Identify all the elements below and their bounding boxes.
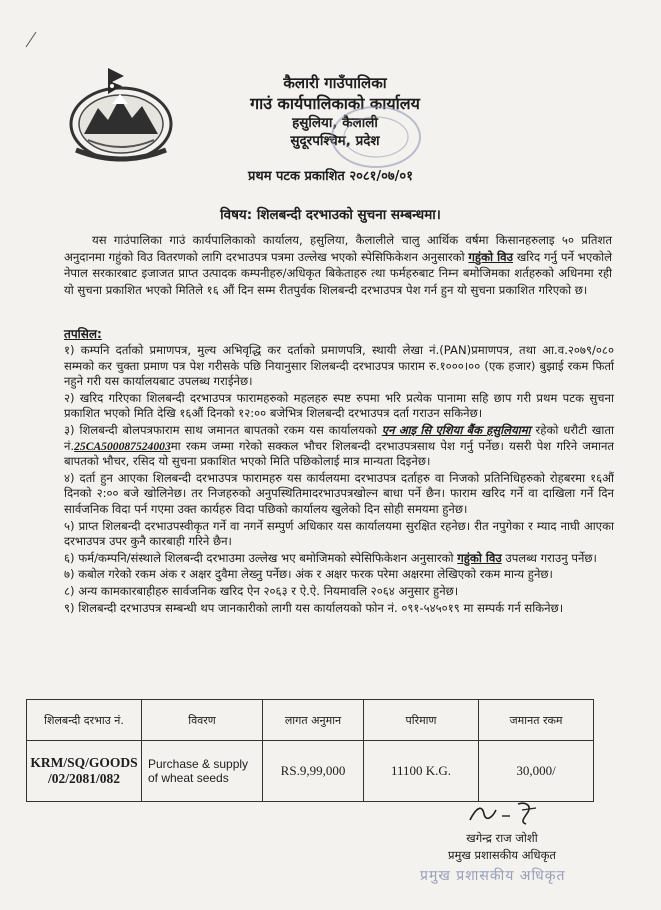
condition-4: ४) दर्ता हुन आएका शिलबन्दी दरभाउपत्र फारामहरु यस कार्यलयमा दरभाउपत्र दर्ताहरु वा निजको प्रतिनिधिहरुको रोहबरमा १६औं दिनको २:०० बजे खोलिनेछ। तर निजहरुको अनुपस्थितिमादरभाउपत्रखोल्न बाधा पर्ने छैन। फाराम खरिद गर्ने वा दाखिला गर्ने दिन सार्वजनिक विदा पर्न गएमा उक्त कार्यहरु विदा पछिको कार्यालय खुलेको दिन सोही समयमा हुनेछ। [64, 470, 614, 516]
province-name: सुदूरपश्चिम, प्रदेश [290, 133, 380, 149]
signatory-title: प्रमुख प्रशासकीय अधिकृत [448, 848, 556, 862]
condition-3-text-a: ३) शिलबन्दी बोलपत्रफाराम साथ जमानत बापतको रकम यस कार्यालयको [64, 422, 382, 437]
designation-stamp: प्रमुख प्रशासकीय अधिकृत [420, 868, 566, 884]
table-row [27, 741, 594, 802]
bank-name: एन आइ सि एशिया बैंक हसुलियामा [381, 423, 531, 437]
office-seal-stamp [326, 102, 426, 172]
municipality-name: कैलारी गाउँपालिका [283, 74, 387, 92]
tender-number-line1: KRM/SQ/GOODS [30, 755, 138, 770]
signatory-name: खगेन्द्र राज जोशी [466, 831, 538, 845]
condition-1: १) कम्पनि दर्ताको प्रमाणपत्र, मुल्य अभिवृद्धि कर दर्ताको प्रमाणपत्रि, स्थायी लेखा नं.(PAN)प्रमाणपत्र, तथा आ.व.२०७९/०८० सम्मको कर चुक्ता प्रमाण पत्र पेश गरीसके पछि नियानुसार शिलबन्दी दरभाउपत्र फाराम रु.१०००।०० (एक हजार) बुझाई रकम फिर्ता नहुने गरी यस कार्यालयबाट उपलब्ध गराईनेछ। [64, 343, 614, 389]
publication-date: प्रथम पटक प्रकाशित २०८१/०७/०१ [248, 169, 413, 184]
deposit-account-number: 25CA500087524003 [74, 439, 171, 453]
condition-6-text-a: ६) फर्म/कम्पनि/संस्थाले शिलबन्दी दरभाउमा उल्लेख भए बमोजिमको स्पेसिफिकेशन अनुसारको [64, 550, 458, 565]
margin-mark [24, 30, 38, 48]
condition-8: ८) अन्य कामकारबाहीहरु सार्वजनिक खरिद ऐन २०६३ र ऐ.ऐ. नियमावलि २०६४ अनुसार हुनेछ। [64, 583, 459, 598]
tender-table [26, 699, 594, 802]
signatory-block [432, 830, 572, 864]
condition-6-text-b: उपलब्ध गराउनु पर्नेछ। [501, 550, 597, 565]
column-header-description: विवरण [142, 700, 263, 741]
tender-number-line2: /02/2081/082 [47, 771, 120, 786]
tender-number-cell [27, 741, 142, 802]
nepal-emblem-icon [62, 64, 180, 170]
table-header-row [27, 700, 594, 741]
condition-6 [64, 551, 614, 567]
office-name: गाउं कार्यपालिकाको कार्यालय [250, 94, 420, 113]
deposit-cell: 30,000/ [479, 741, 594, 802]
column-header-deposit: जमानत रकम [479, 700, 594, 741]
intro-text-1: यस गाउंपालिका गाउं कार्यपालिकाको कार्यालय, हसुलिया, कैलालीले चालु आर्थिक वर्षमा किसानहरुलाइ ५० प्रतिशत अनुदानमा गहुंको विउ वितरणको लागि दरभाउपत्र पत्रमा उल्लेख भएको स्पेसिफिकेशन अनुसारको [64, 233, 612, 264]
description-cell: Purchase & supply of wheat seeds [142, 741, 263, 802]
column-header-quantity: परिमाण [364, 700, 479, 741]
quantity-cell: 11100 K.G. [364, 741, 479, 802]
condition-7: ७) कबोल गरेको रकम अंक र अक्षर दुवैमा लेख्नु पर्नेछ। अंक र अक्षर फरक परेमा अक्षरमा लेखिएको रकम मान्य हुनेछ। [64, 567, 553, 582]
handwritten-signature [462, 796, 552, 830]
condition-5: ५) प्राप्त शिलबन्दी दरभाउपस्वीकृत गर्ने वा नगर्ने सम्पुर्ण अधिकार यस कार्यालयमा सुरक्षित रहनेछ। रीत नपुगेका र म्याद नाघी आएका दरभाउपत्र उपर कुनै कारबाही गरिने छैन। [64, 518, 614, 549]
intro-text-2: खरिद गर्नु पर्ने भएकोले नेपाल सरकारबाट इजाजत प्राप्त उत्पादक कम्पनीहरु/अधिकृत बिकेताहरु त्था फर्महरुबाट निम्न बमोजिमका शर्तहरुको अधिनमा रही यो सुचना प्रकाशित भएको मितिले १६ औं दिन सम्म रीतपुर्वक शिलबन्दी दरभाउपत्र पेश गर्न हुन यो सुचना प्रकाशित गरिएको छ। [64, 249, 612, 297]
conditions-list [64, 343, 614, 617]
intro-item-highlight: गहुंको विउ [468, 249, 513, 264]
office-address: हसुलिया, कैलाली [292, 115, 378, 131]
column-header-cost-estimate: लागत अनुमान [263, 700, 364, 741]
notice-subject: विषय: शिलबन्दी दरभाउको सुचना सम्बन्धमा। [220, 207, 441, 223]
cost-estimate-cell: RS.9,99,000 [263, 741, 364, 802]
condition-2: २) खरिद गरिएका शिलबन्दी दरभाउपत्र फारामहरुको महलहरु स्पष्ट रुपमा भरि प्रत्येक पानामा सहि छाप गरी प्रथम पटक सुचना प्रकाशित भएको मिति देखि १६औं दिनको १२:०० बजेभित्र शिलबन्दी दरभाउपत्र दर्ता गराउन सकिनेछ। [64, 390, 614, 421]
conditions-heading: तपसिल: [64, 327, 102, 341]
column-header-tender-no: शिलबन्दी दरभाउ नं. [27, 700, 142, 741]
condition-3-text-b: रहेको धरौटी खाता नं. [64, 422, 614, 453]
condition-3 [64, 423, 614, 470]
condition-3-text-c: मा रकम जम्मा गरेको सक्कल भौचर शिलबन्दी दरभाउपत्रसाथ पेश गर्नु पर्नेछ। यसरी पेश गरिने जमानत बापतको भौचर, रसिद यो सुचना प्रकाशित भएको मिति पछिकोलाई मात्र मान्यता दिइनेछ। [64, 438, 614, 469]
intro-paragraph [64, 232, 612, 298]
condition-9: ९) शिलबन्दी दरभाउपत्र सम्बन्धी थप जानकारीको लागी यस कार्यालयको फोन नं. ०९१-५४५०१९ मा सम्पर्क गर्न सकिनेछ। [64, 600, 564, 615]
condition-6-item: गहुंको विउ [457, 550, 502, 565]
